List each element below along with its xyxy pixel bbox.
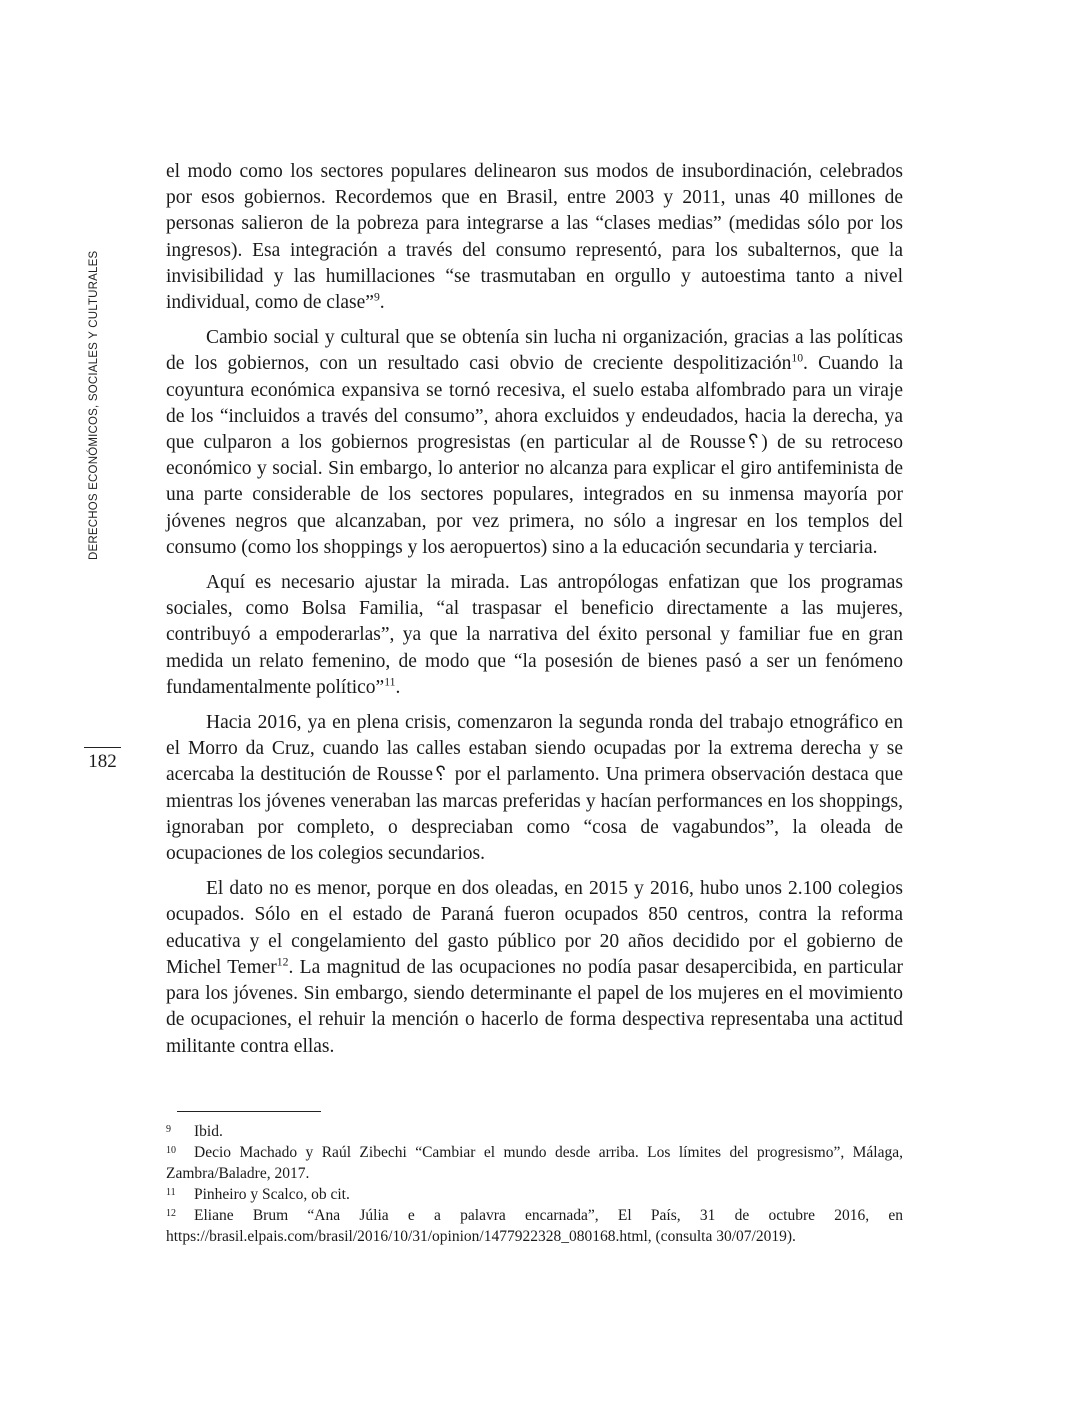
paragraph-4: Hacia 2016, ya en plena crisis, comenzaron la segunda ronda del trabajo etnográfico en el Morro da Cruz, cuando las calles estaban siendo ocupadas por la extrema derecha y se acercaba la destitución de Rousse␦ por el parlamento. Una primera observación destaca que mientras los jóvenes veneraban las marcas preferidas y hacían performances en los shoppings, ignoraban por completo, o despreciaban como “cosa de vagabundos”, la oleada de ocupaciones de los colegios secundarios. (166, 712, 903, 865)
running-header: DERECHOS ECONÓMICOS, SOCIALES Y CULTURALES (88, 250, 100, 560)
footnote-ref-11[interactable]: 11 (384, 675, 396, 689)
footnote-ref-12[interactable]: 12 (276, 955, 289, 969)
paragraph-2: Cambio social y cultural que se obtenía sin lucha ni organización, gracias a las políticas de los gobiernos, con un resultado casi obvio de creciente despolitización$^{10}$. Cuando la coyuntura económica expansiva se tornó recesiva, el suelo estaba alfombrado para un viraje de los “incluidos a través del consumo”, ahora excluidos y endeudados, hacia la derecha, ya que culparon a los gobiernos progresistas (en particular al de Rousse␦) de su retroceso económico y social. Sin embargo, lo anterior no alcanza para explicar el giro antifeminista de una parte considerable de los sectores populares, integrados en su inmensa mayoría por jóvenes negros que alcanzaban, por vez primera, no sólo a ingresar en los templos del consumo (como los shoppings y los aeropuertos) sino a la educación secundaria y terciaria. (166, 327, 904, 558)
footnotes (166, 1121, 903, 1247)
footnote-10: 10 Decio Machado y Raúl Zibechi “Cambiar el mundo desde arriba. Los límites del progresismo”, Málaga, Zambra/Baladre, 2017. (166, 1144, 903, 1182)
footnote-12: 12 Eliane Brum “Ana Júlia e a palavra encarnada”, El País, 31 de octubre 2016, en https://brasil.elpais.com/brasil/2016/10/31/opinion/1477922328_080168.html, (consulta 30/07/2019). (166, 1207, 903, 1245)
body-text (166, 159, 903, 1069)
page-number: 182 (88, 751, 117, 772)
paragraph-5: El dato no es menor, porque en dos oleadas, en 2015 y 2016, hubo unos 2.100 colegios ocupados. Sólo en el estado de Paraná fueron ocupados 850 centros, contra la reforma educativa y el congelamiento del gasto público por 20 años decidido por el gobierno de Michel Temer$^{12}$. La magnitud de las ocupaciones no podía pasar desapercibida, en particular para los jóvenes. Sin embargo, siendo determinante el papel de los mujeres en el movimiento de ocupaciones, el rehuir la mención o hacerlo de forma despectiva representaba una actitud militante contra ellas. (166, 878, 904, 1057)
page-number-rule (84, 747, 121, 748)
paragraph-3: Aquí es necesario ajustar la mirada. Las antropólogas enfatizan que los programas sociales, como Bolsa Familia, “al traspasar el beneficio directamente a las mujeres, contribuyó a empoderarlas”, ya que la narrativa del éxito personal y familiar fue en gran medida un relato femenino, de modo que “la posesión de bienes pasó a ser un fenómeno fundamentalmente político”$^{11}$. (166, 572, 903, 698)
footnote-9: 9 Ibid. (166, 1123, 223, 1140)
footnote-ref-9[interactable]: 9 (373, 290, 380, 304)
paragraph-1: el modo como los sectores populares delinearon sus modos de insubordinación, celebrados por esos gobiernos. Recordemos que en Brasil, entre 2003 y 2011, unas 40 millones de personas salieron de la pobreza para integrarse a las “clases medias” (medidas sólo por los ingresos). Esa integración a través del consumo representó, para los subalternos, que la invisibilidad y las humillaciones “se trasmutaban en orgullo y autoestima tanto a nivel individual, como de clase”$^9$. (166, 161, 903, 314)
footnote-separator (177, 1111, 321, 1112)
footnote-11: 11 Pinheiro y Scalco, ob cit. (166, 1186, 350, 1203)
footnote-ref-10[interactable]: 10 (791, 351, 804, 365)
